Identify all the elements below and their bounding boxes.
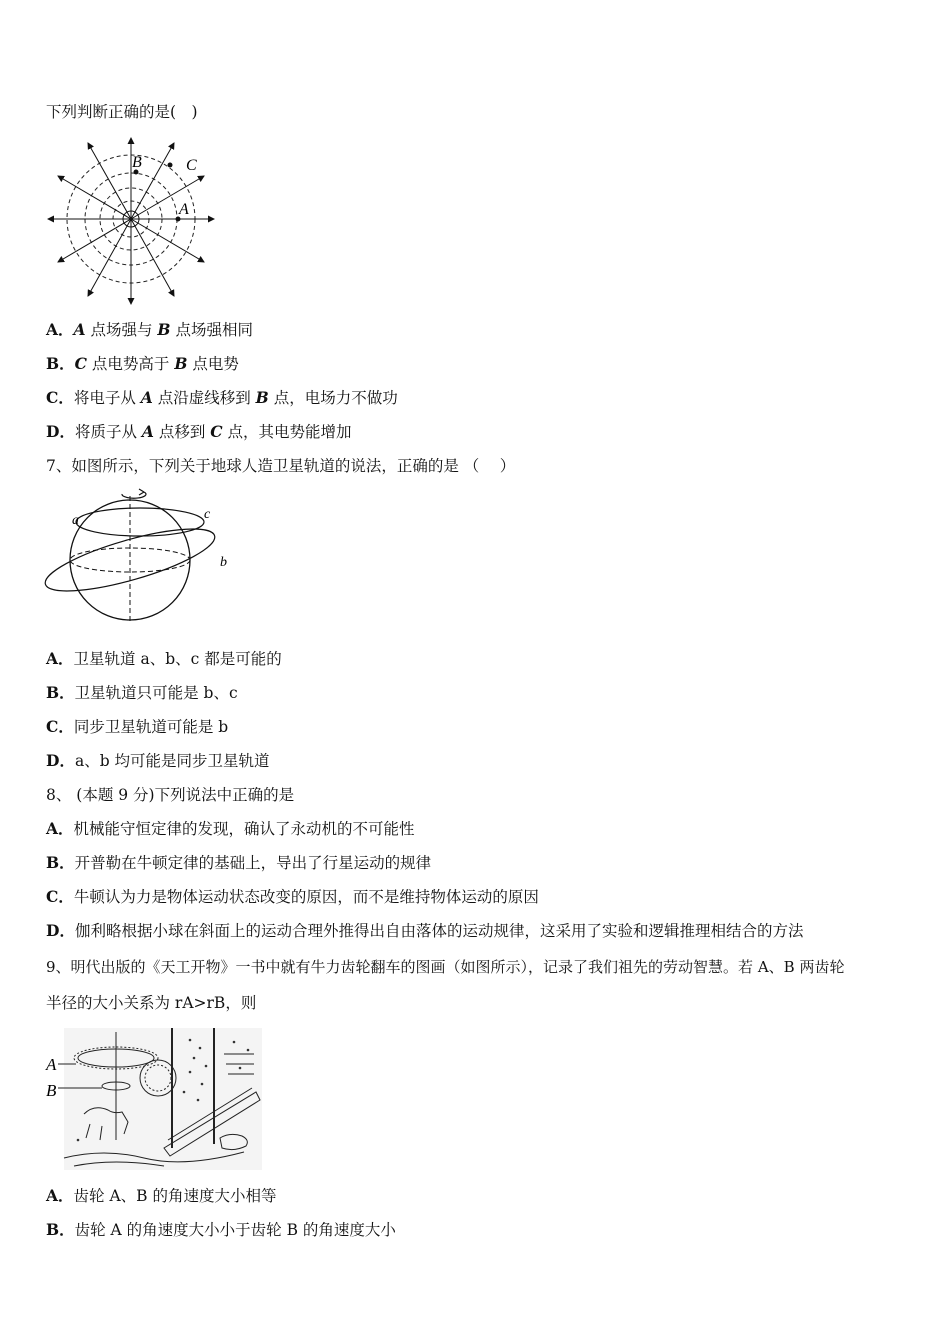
- q8-stem: 8、 (本题 9 分)下列说法中正确的是: [46, 786, 295, 804]
- orbit-label-c: c: [204, 507, 211, 522]
- point-c: [168, 163, 173, 168]
- orbit-label-a: a: [72, 513, 79, 528]
- q9-stem-line2: 半径的大小关系为 rA>rB，则: [46, 994, 257, 1012]
- q9-stem-line1: 9、明代出版的《天工开物》一书中就有牛力齿轮翻车的图画（如图所示），记录了我们祖先的劳动智慧。若 A、B 两齿轮: [46, 958, 845, 976]
- q6-option-b[interactable]: B．C 点电势高于 B 点电势: [46, 354, 239, 373]
- q9-option-a[interactable]: A．齿轮 A、B 的角速度大小相等: [46, 1186, 277, 1205]
- q7-stem: 7、如图所示，下列关于地球人造卫星轨道的说法，正确的是 （ ）: [46, 457, 516, 475]
- q9-option-b[interactable]: B．齿轮 A 的角速度大小小于齿轮 B 的角速度大小: [46, 1220, 396, 1239]
- q6-option-c[interactable]: C．将电子从 A 点沿虚线移到 B 点，电场力不做功: [46, 388, 398, 407]
- gear-label-b: B: [46, 1081, 57, 1100]
- satellite-orbit-figure: [44, 486, 234, 624]
- q8-option-c[interactable]: C．牛顿认为力是物体运动状态改变的原因，而不是维持物体运动的原因: [46, 887, 539, 906]
- label-a: A: [179, 201, 189, 218]
- q7-option-b[interactable]: B．卫星轨道只可能是 b、c: [46, 683, 238, 702]
- q7-option-d[interactable]: D．a、b 均可能是同步卫星轨道: [46, 751, 270, 770]
- label-b: B: [132, 154, 142, 171]
- q6-option-d[interactable]: D．将质子从 A 点移到 C 点，其电势能增加: [46, 422, 352, 441]
- gear-label-a: A: [46, 1055, 57, 1074]
- gear-waterwheel-figure: [44, 1028, 264, 1174]
- q6-option-a[interactable]: A．A 点场强与 B 点场强相同: [46, 320, 253, 339]
- label-c: C: [186, 157, 197, 174]
- orbit-label-b: b: [220, 555, 227, 570]
- q7-option-a[interactable]: A．卫星轨道 a、b、c 都是可能的: [46, 649, 282, 668]
- q6-stem: 下列判断正确的是( ): [46, 103, 198, 121]
- q8-option-b[interactable]: B．开普勒在牛顿定律的基础上，导出了行星运动的规律: [46, 853, 432, 872]
- q8-option-d[interactable]: D．伽利略根据小球在斜面上的运动合理外推得出自由落体的运动规律，这采用了实验和逻辑推理相结合的方法: [46, 921, 804, 940]
- q8-option-a[interactable]: A．机械能守恒定律的发现，确认了永动机的不可能性: [46, 819, 415, 838]
- electric-field-figure: [46, 136, 216, 308]
- q7-option-c[interactable]: C．同步卫星轨道可能是 b: [46, 717, 229, 736]
